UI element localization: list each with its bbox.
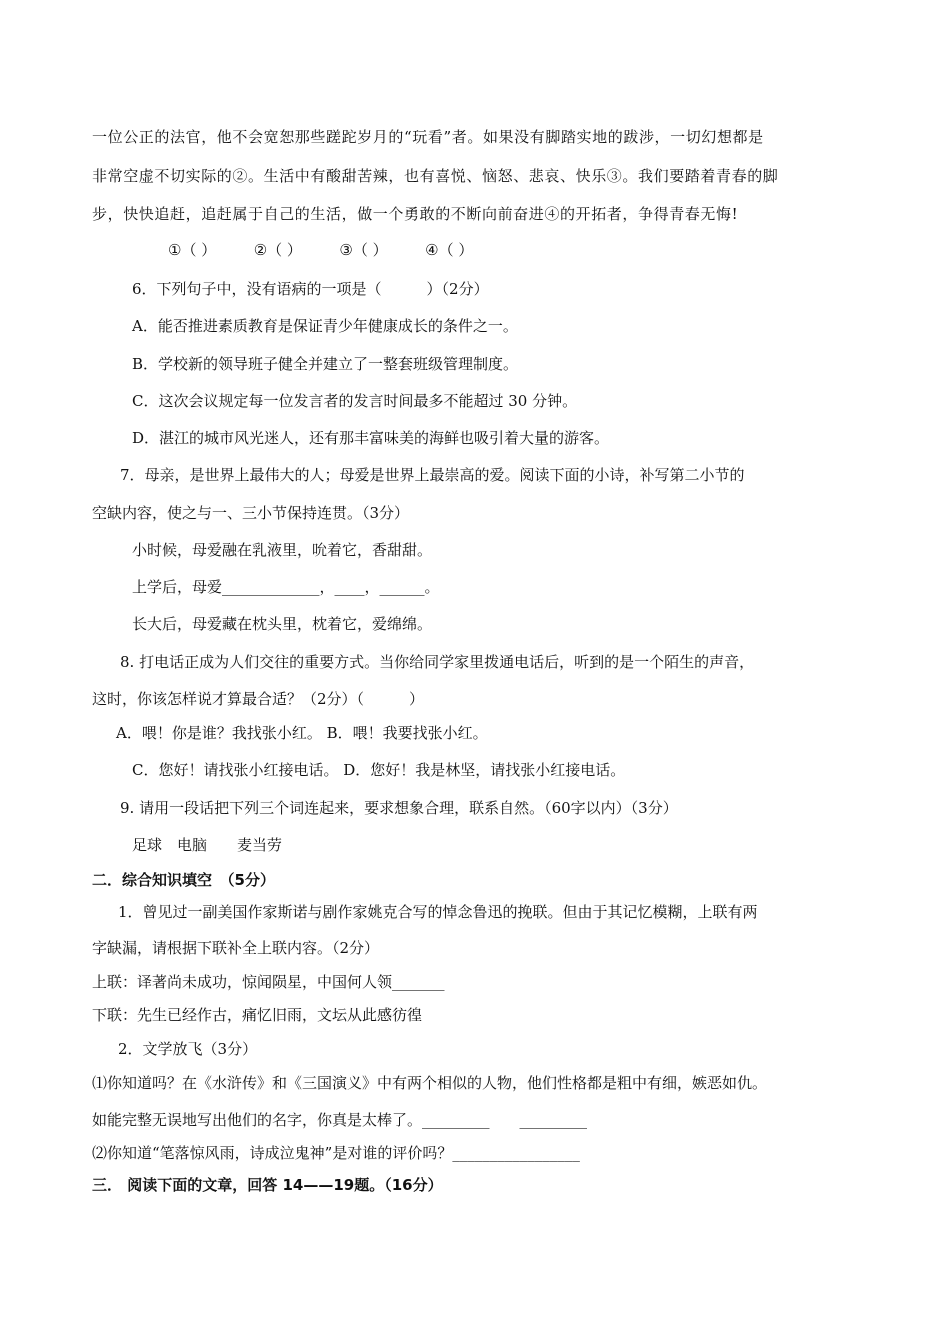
section-3-title: 三． 阅读下面的文章，回答 14——19题。（16分）	[92, 1176, 443, 1194]
section-2-q1-stem: 字缺漏，请根据下联补全上联内容。（2分）	[92, 939, 380, 957]
section-2-q2-part1-blanks: 如能完整无误地写出他们的名字，你真是太棒了。_________ _________	[92, 1111, 588, 1129]
question-6-option-d: D．湛江的城市风光迷人，还有那丰富味美的海鲜也吸引着大量的游客。	[132, 429, 610, 447]
passage-line: 非常空虚不切实际的②。生活中有酸甜苦辣，也有喜悦、恼怒、悲哀、快乐③。我们要踏着青春的脚	[92, 167, 779, 185]
poem-line: 长大后，母爱藏在枕头里，枕着它，爱绵绵。	[132, 615, 433, 633]
question-6-option-b: B．学校新的领导班子健全并建立了一整套班级管理制度。	[132, 355, 519, 373]
answer-blanks: ①（ ） ②（ ） ③（ ） ④（ ）	[168, 241, 474, 259]
question-7-stem: 空缺内容，使之与一、三小节保持连贯。（3分）	[92, 504, 410, 522]
question-6-option-a: A．能否推进素质教育是保证青少年健康成长的条件之一。	[132, 317, 518, 335]
section-2-q2-part2: ⑵你知道“笔落惊风雨，诗成泣鬼神”是对谁的评价吗？_________________	[92, 1144, 580, 1162]
section-2-q2-title: 2．文学放飞（3分）	[118, 1040, 258, 1058]
question-9-words: 足球 电脑 麦当劳	[132, 836, 283, 854]
section-2-title: 二．综合知识填空 （5分）	[92, 871, 275, 889]
poem-line: 小时候，母爱融在乳液里，吮着它，香甜甜。	[132, 541, 433, 559]
passage-line: 步，快快追赶，追赶属于自己的生活，做一个勇敢的不断向前奋进④的开拓者，争得青春无悔!	[92, 205, 739, 223]
question-6-option-c: C．这次会议规定每一位发言者的发言时间最多不能超过 30 分钟。	[132, 392, 578, 410]
question-8-stem: 8. 打电话正成为人们交往的重要方式。当你给同学家里拨通电话后，听到的是一个陌生的声音，	[120, 653, 755, 671]
section-2-q1-stem: 1．曾见过一副美国作家斯诺与剧作家姚克合写的悼念鲁迅的挽联。但由于其记忆模糊，上联有两	[118, 903, 758, 921]
question-8-stem: 这时，你该怎样说才算最合适？（2分）（ ）	[92, 690, 425, 708]
question-7-stem: 7．母亲，是世界上最伟大的人；母爱是世界上最崇高的爱。阅读下面的小诗，补写第二小节的	[120, 466, 745, 484]
question-9-stem: 9. 请用一段话把下列三个词连起来，要求想象合理，联系自然。（60字以内）（3分）	[120, 799, 678, 817]
poem-line-blank: 上学后，母爱_____________，____，______。	[132, 578, 440, 596]
question-8-options-ab: A．喂！你是谁？我找张小红。 B．喂！我要找张小红。	[116, 724, 488, 742]
lower-couplet: 下联：先生已经作古，痛忆旧雨，文坛从此感彷徨	[92, 1006, 423, 1024]
section-2-q2-part1: ⑴你知道吗？在《水浒传》和《三国演义》中有两个相似的人物，他们性格都是粗中有细，嫉恶如仇。	[92, 1074, 768, 1092]
question-6-stem: 6．下列句子中，没有语病的一项是（ ）（2分）	[132, 280, 489, 298]
passage-line: 一位公正的法官，他不会宽恕那些蹉跎岁月的“玩看”者。如果没有脚踏实地的跋涉，一切幻想都是	[92, 128, 764, 146]
question-8-options-cd: C．您好！请找张小红接电话。 D．您好！我是林坚，请找张小红接电话。	[132, 761, 626, 779]
upper-couplet: 上联：译著尚未成功，惊闻陨星，中国何人领_______	[92, 973, 445, 991]
